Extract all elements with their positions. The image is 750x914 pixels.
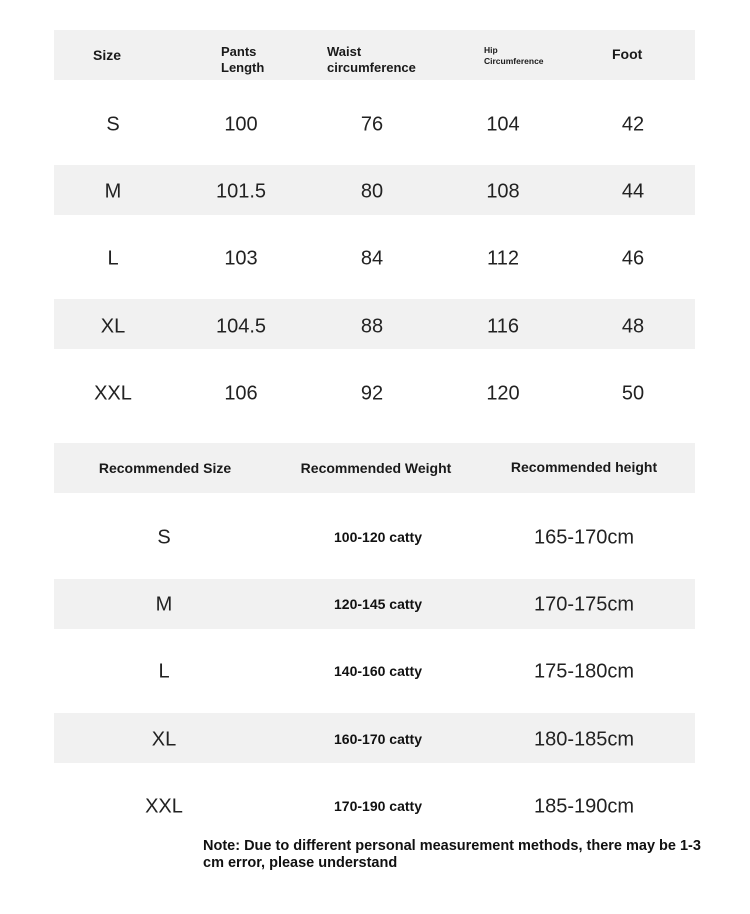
cell-size: XXL <box>145 795 183 818</box>
cell-weight: 100-120 catty <box>334 529 422 545</box>
cell-waist: 80 <box>360 180 384 203</box>
cell-waist: 88 <box>360 315 384 338</box>
cell-hip: 116 <box>487 315 519 338</box>
cell-pants-length: 104.5 <box>215 315 267 338</box>
cell-hip: 104 <box>486 113 520 136</box>
cell-foot: 44 <box>621 180 645 203</box>
header-waist-line2: circumference <box>327 60 416 75</box>
header-size: Size <box>93 47 122 63</box>
cell-foot: 46 <box>621 247 645 270</box>
cell-hip: 120 <box>486 382 520 405</box>
measurement-note: Note: Due to different personal measurement methods, there may be 1-3 cm error, please understand <box>203 838 701 871</box>
cell-hip: 112 <box>487 247 519 270</box>
cell-height: 185-190cm <box>533 795 635 818</box>
cell-pants-length: 103 <box>224 247 258 270</box>
header-recommended-size: Recommended Size <box>98 460 232 476</box>
cell-waist: 92 <box>360 382 384 405</box>
cell-size: S <box>106 113 120 136</box>
header-foot: Foot <box>612 46 643 62</box>
cell-size: M <box>104 180 122 203</box>
cell-waist: 84 <box>360 247 384 270</box>
cell-height: 170-175cm <box>533 593 635 616</box>
header-pants-length-line1: Pants <box>221 44 257 59</box>
cell-weight: 140-160 catty <box>334 663 422 679</box>
cell-size: XL <box>151 728 177 751</box>
cell-size: XL <box>100 315 126 338</box>
cell-foot: 48 <box>621 315 645 338</box>
cell-weight: 160-170 catty <box>334 731 422 747</box>
cell-height: 180-185cm <box>533 728 635 751</box>
header-hip-line2: Circumference <box>484 56 544 66</box>
cell-foot: 50 <box>621 382 645 405</box>
header-waist <box>327 44 416 76</box>
cell-pants-length: 101.5 <box>215 180 267 203</box>
cell-size: XXL <box>94 382 132 405</box>
header-pants-length <box>221 44 264 76</box>
cell-size: L <box>107 247 119 270</box>
header-recommended-weight: Recommended Weight <box>300 460 452 476</box>
cell-height: 175-180cm <box>533 660 635 683</box>
cell-pants-length: 100 <box>224 113 258 136</box>
cell-weight: 120-145 catty <box>334 596 422 612</box>
cell-hip: 108 <box>486 180 520 203</box>
header-recommended-height: Recommended height <box>510 459 658 475</box>
header-waist-line1: Waist <box>327 44 362 59</box>
header-hip <box>484 45 544 67</box>
cell-foot: 42 <box>621 113 645 136</box>
cell-size: L <box>158 660 170 683</box>
header-pants-length-line2: Length <box>221 60 265 75</box>
cell-pants-length: 106 <box>224 382 258 405</box>
cell-size: M <box>155 593 173 616</box>
cell-height: 165-170cm <box>533 526 635 549</box>
cell-size: S <box>157 526 171 549</box>
header-hip-line1: Hip <box>484 45 498 55</box>
cell-waist: 76 <box>360 113 384 136</box>
cell-weight: 170-190 catty <box>334 798 422 814</box>
